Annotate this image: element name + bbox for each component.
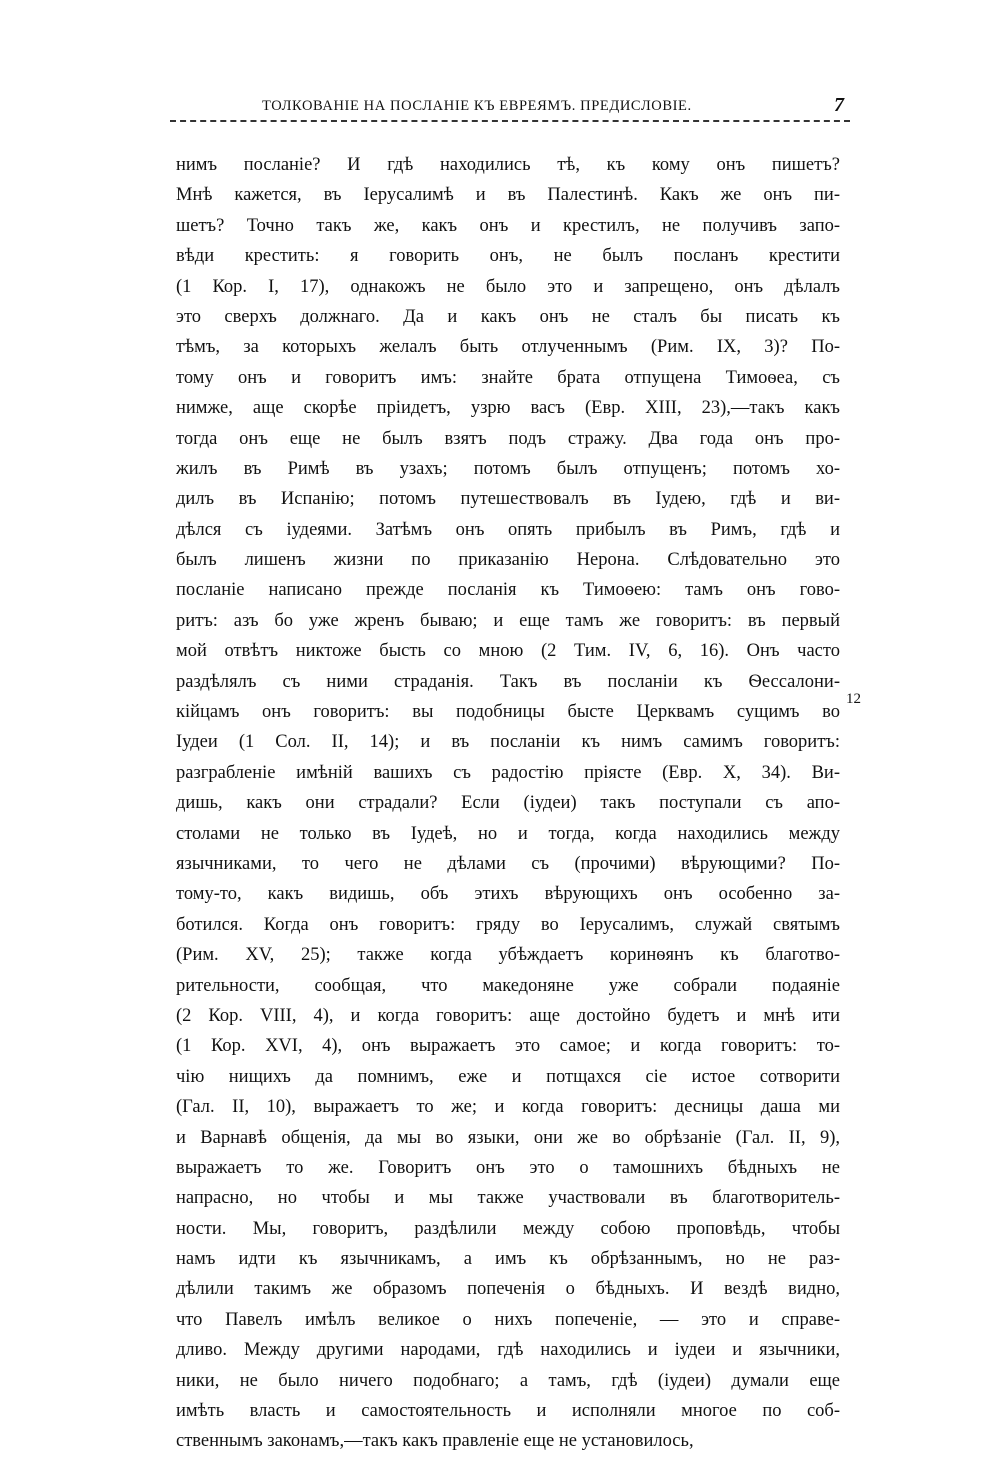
text-line: выражаетъ то же. Говоритъ онъ это о тамошнихъ бѣдныхъ не xyxy=(176,1157,840,1178)
text-line: дѣлили такимъ же образомъ попеченія о бѣдныхъ. И вездѣ видно, xyxy=(176,1279,840,1300)
text-line: это сверхъ должнаго. Да и какъ онъ не сталъ бы писать къ xyxy=(176,306,840,327)
text-line: Мнѣ кажется, въ Іерусалимѣ и въ Палестинѣ. Какъ же онъ пи- xyxy=(176,185,840,206)
text-line: ственнымъ законамъ,—такъ какъ правленіе еще не установилось, xyxy=(176,1431,694,1452)
text-line: язычниками, то чего не дѣлами съ (прочими) вѣрующими? По- xyxy=(176,853,840,874)
text-line: кійцамъ онъ говоритъ: вы подобницы бысте Церквамъ сущимъ во xyxy=(176,702,840,723)
text-line: нимже, аще скорѣе пріидетъ, узрю васъ (Евр. XIII, 23),—такъ какъ xyxy=(176,398,840,419)
text-line: Іудеи (1 Сол. II, 14); и въ посланіи къ нимъ самимъ говоритъ: xyxy=(176,732,840,753)
text-line: (Гал. II, 10), выражаетъ то же; и когда говоритъ: десницы даша ми xyxy=(176,1097,840,1118)
text-line: нимъ посланіе? И гдѣ находились тѣ, къ кому онъ пишетъ? xyxy=(176,155,840,175)
text-line: шетъ? Точно такъ же, какъ онъ и крестилъ, не получивъ запо- xyxy=(176,215,840,236)
text-line: тому-то, какъ видишь, объ этихъ вѣрующихъ онъ особенно за- xyxy=(176,884,840,905)
text-line: раздѣлялъ съ ними страданія. Такъ въ посланіи къ Ѳессалони- xyxy=(176,671,840,692)
text-line: дишь, какъ они страдали? Если (іудеи) такъ поступали съ апо- xyxy=(176,793,840,814)
text-line: тѣмъ, за которыхъ желалъ быть отлученнымъ (Рим. IX, 3)? По- xyxy=(176,337,840,358)
page-header xyxy=(170,94,850,124)
text-line: тому онъ и говоритъ имъ: знайте брата отпущена Тимоѳеа, съ xyxy=(176,367,840,388)
page-number: 7 xyxy=(834,94,844,116)
text-line: ники, не было ничего подобнаго; а тамъ, гдѣ (іудеи) думали еще xyxy=(176,1370,840,1391)
text-line: жилъ въ Римѣ въ узахъ; потомъ былъ отпущенъ; потомъ хо- xyxy=(176,458,840,479)
text-line: вѣди крестить: я говорить онъ, не былъ посланъ крестити xyxy=(176,246,840,267)
text-line: тогда онъ еще не былъ взятъ подъ стражу. Два года онъ про- xyxy=(176,428,840,449)
text-line: и Варнавѣ общенія, да мы во языки, они же во обрѣзаніе (Гал. II, 9), xyxy=(176,1127,840,1148)
text-line: (1 Кор. I, 17), однакожъ не было это и запрещено, онъ дѣлалъ xyxy=(176,276,840,297)
text-line: былъ лишенъ жизни по приказанію Нерона. Слѣдовательно это xyxy=(176,550,840,571)
text-line: ритъ: азъ бо уже жренъ бываю; и еще тамъ же говоритъ: въ первый xyxy=(176,610,840,631)
text-line: намъ идти къ язычникамъ, а имъ къ обрѣзаннымъ, но не раз- xyxy=(176,1249,840,1270)
margin-line-number: 12 xyxy=(846,691,861,707)
text-line: мой отвѣтъ никтоже бысть со мною (2 Тим. IV, 6, 16). Онъ часто xyxy=(176,641,840,662)
header-rule xyxy=(170,120,850,122)
text-line: рительности, сообщая, что македоняне уже собрали подаяніе xyxy=(176,975,840,996)
text-line: (2 Кор. VIII, 4), и когда говоритъ: аще достойно будетъ и мнѣ ити xyxy=(176,1005,840,1026)
text-line: ботился. Когда онъ говоритъ: гряду во Іерусалимъ, служай святымъ xyxy=(176,914,840,935)
text-line: что Павелъ имѣлъ великое о нихъ попеченіе, — это и справе- xyxy=(176,1309,840,1330)
text-line: посланіе написано прежде посланія къ Тимоѳею: тамъ онъ гово- xyxy=(176,580,840,601)
text-line: дливо. Между другими народами, гдѣ находились и іудеи и язычники, xyxy=(176,1340,840,1361)
text-line: ности. Мы, говоритъ, раздѣлили между собою проповѣдь, чтобы xyxy=(176,1218,840,1239)
text-line: имѣть власть и самостоятельность и исполняли многое по соб- xyxy=(176,1401,840,1422)
text-line: (Рим. XV, 25); также когда убѣждаетъ коринѳянъ къ благотво- xyxy=(176,945,840,966)
text-line: чію нищихъ да помнимъ, еже и потщахся сіе истое сотворити xyxy=(176,1066,840,1087)
body-text xyxy=(176,150,840,1457)
running-title: ТОЛКОВАНІЕ НА ПОСЛАНІЕ КЪ ЕВРЕЯМЪ. ПРЕДИСЛОВІЕ. xyxy=(262,98,692,114)
text-line: разграбленіе имѣній вашихъ съ радостію пріясте (Евр. X, 34). Ви- xyxy=(176,762,840,783)
text-line: напрасно, но чтобы и мы также участвовали въ благотворитель- xyxy=(176,1188,840,1209)
text-line: дилъ въ Испанію; потомъ путешествовалъ въ Іудею, гдѣ и ви- xyxy=(176,489,840,510)
text-line: столами не только въ Іудеѣ, но и тогда, когда находились между xyxy=(176,823,840,844)
text-line: дѣлся съ іудеями. Затѣмъ онъ опять прибылъ въ Римъ, гдѣ и xyxy=(176,519,840,540)
text-line: (1 Кор. XVI, 4), онъ выражаетъ это самое; и когда говоритъ: то- xyxy=(176,1036,840,1057)
